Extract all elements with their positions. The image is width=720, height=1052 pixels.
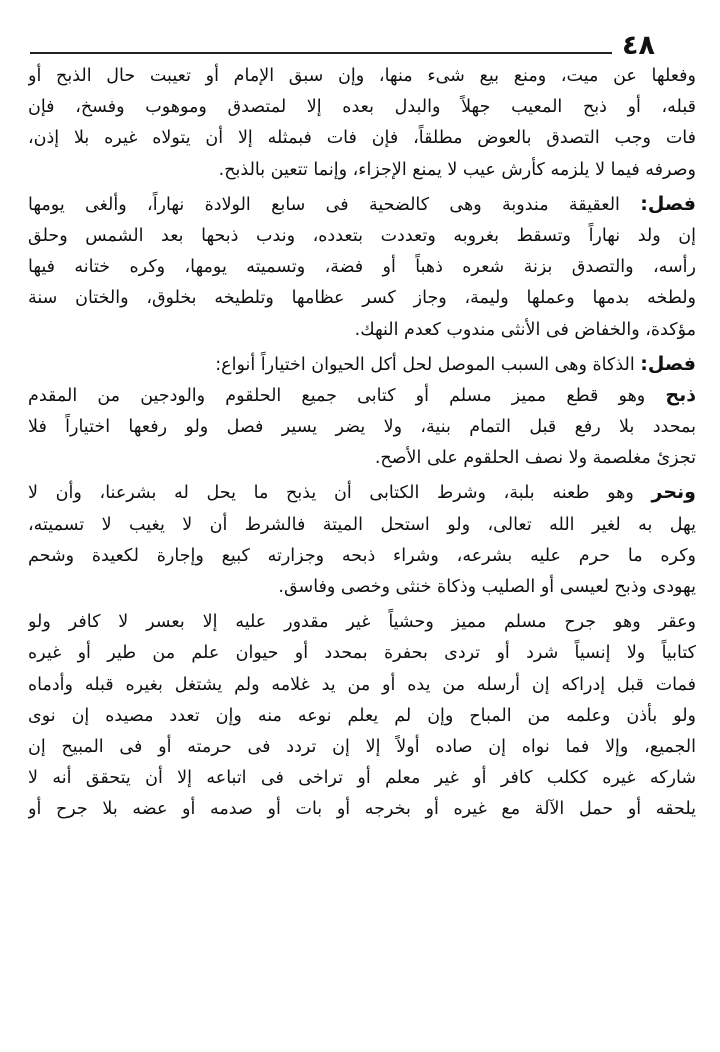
section-keyword: فصل: [640, 352, 696, 375]
text-line: مؤكدة، والخفاض فى الأنثى مندوب كعدم النهك. [354, 319, 696, 340]
text-line: يهودى وذبح لعيسى أو الصليب وذكاة خنثى وخصى وفاسق. [278, 577, 696, 597]
page-number: ٤٨ [622, 30, 655, 61]
text-line: يلحقه أو حمل الآلة مع غيره أو بخرجه أو بات أو صدمه أو عضه بلا جرح أو [28, 799, 696, 820]
text-line: ذبح وهو قطع مميز مسلم أو كتابى جميع الحلقوم والودجين من المقدم [28, 383, 696, 406]
text-line: ولو بأذن وعلمه من المباح وإن لم يعلم نوعه منه وإن تعدد مصيده إن نوى [28, 705, 696, 726]
text-line: شاركه غيره ككلب كافر أو غير معلم أو تراخى فى اتباعه إلا أن يتحقق أنه لا [28, 768, 696, 789]
text-line: كتابياً ولا إنسياً شرد أو تردى بحفرة بمحدد أو حيوان علم من طير أو غيره [28, 643, 696, 664]
text-line: الجميع، وإلا فما نواه إن صاده أولاً إلا إن تردد فى حرمته أو فى المبيح إن [28, 736, 696, 757]
text-line: تجزئ مغلصمة ولا نصف الحلقوم على الأصح. [374, 448, 696, 469]
header-rule [30, 52, 612, 54]
text-line: وكره ما حرم عليه بشرعه، وشراء ذبحه وجزارته كبيع وإجارة لكعيدة وشحم [28, 545, 696, 566]
text-line: وعقر وهو جرح مسلم مميز وحشياً غير مقدور عليه إلا بعسر لا كافر ولو [28, 612, 696, 633]
text-line: قبله، أو ذبح المعيب جهلاً والبدل بعده إلا لمتصدق وموهوب وفسخ، فإن [28, 97, 696, 118]
text-line: يهل به لغير الله تعالى، ولو استحل الميتة فالشرط أن لا يغيب لا تسميته، [28, 514, 696, 535]
page-body-text [28, 60, 696, 825]
text-line: ولطخه بدمها وعملها وليمة، وجاز كسر عظامها وتلطيخه بخلوق، والختان سنة [28, 288, 696, 309]
text-line: وفعلها عن ميت، ومنع بيع شىء منها، وإن سبق الإمام أو تعيبت حال الذبح أو [28, 66, 696, 86]
text-line: إن ولد نهاراً وتسقط بغروبه وتعددت بتعدده، وندب ذبحها بعد الشمس وحلق [28, 225, 696, 246]
text-line: وصرفه فيما لا يلزمه كأرش عيب لا يمنع الإجزاء، وإنما تتعين بالذبح. [218, 159, 696, 180]
section-keyword: ذبح [665, 383, 696, 406]
text-line: فصل: العقيقة مندوبة وهى كالضحية فى سابع الولادة نهاراً، وألغى يومها [28, 192, 696, 215]
text-line: بمحدد بلا رفع قبل التمام بنية، ولا يضر يسير فصل ولو رفعها اختياراً فلا [28, 417, 696, 438]
text-line: فات وجب التصدق بالعوض مطلقاً، فإن فات فبمثله إلا أن يتولاه غيره بلا إذن، [28, 128, 696, 149]
text-line: ونحر وهو طعنه بلبة، وشرط الكتابى أن يذبح ما يحل له بشرعنا، وأن لا [28, 481, 696, 504]
section-keyword: فصل: [640, 192, 696, 215]
section-keyword: ونحر [651, 481, 696, 504]
text-line: فصل: الذكاة وهى السبب الموصل لحل أكل الحيوان اختياراً أنواع: [215, 352, 696, 375]
text-line: رأسه، والتصدق بزنة شعره ذهباً أو فضة، وتسميته يومها، وكره ختانه فيها [28, 257, 696, 278]
text-line: فمات قبل إدراكه إن أرسله من يده أو من يد غلامه ولم يشتغل بغيره قبله وأدماه [28, 674, 696, 695]
